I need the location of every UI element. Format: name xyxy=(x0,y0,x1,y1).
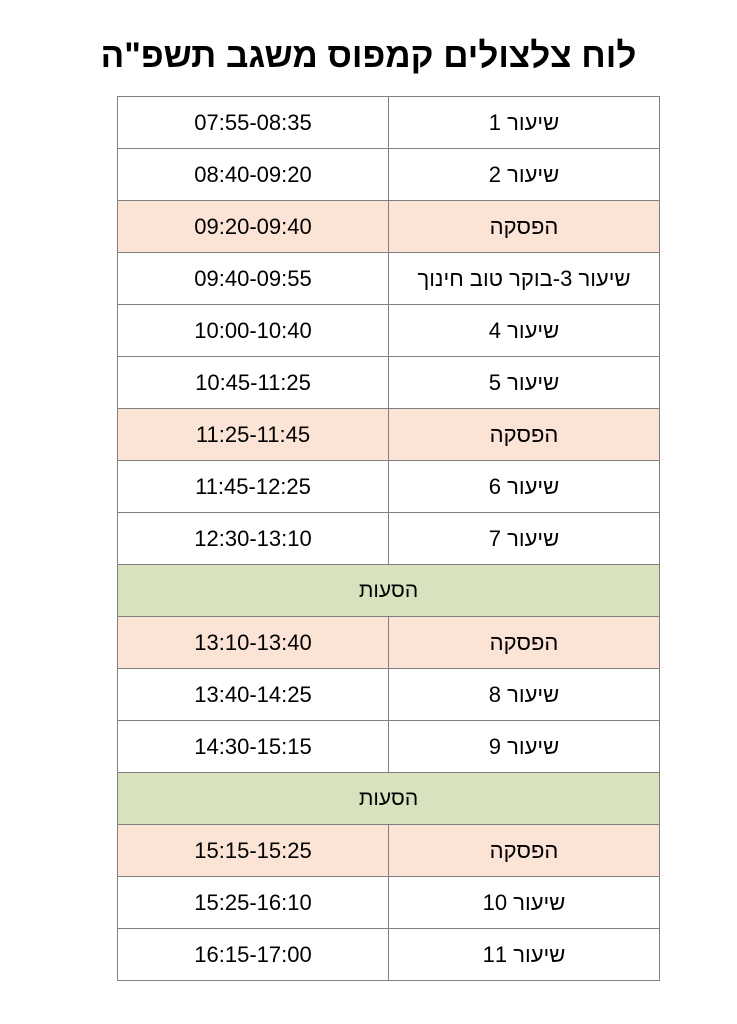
lesson-row xyxy=(118,305,660,357)
transport-label: הסעות xyxy=(118,773,660,825)
break-label: הפסקה xyxy=(389,825,660,877)
lesson-name: שיעור 3-בוקר טוב חינוך xyxy=(389,253,660,305)
time-range: 11:25-11:45 xyxy=(118,409,389,461)
lesson-row xyxy=(118,669,660,721)
bell-schedule-table xyxy=(117,96,660,981)
lesson-row xyxy=(118,97,660,149)
break-label: הפסקה xyxy=(389,201,660,253)
time-range: 09:40-09:55 xyxy=(118,253,389,305)
break-row xyxy=(118,201,660,253)
transport-label: הסעות xyxy=(118,565,660,617)
break-row xyxy=(118,825,660,877)
time-range: 15:15-15:25 xyxy=(118,825,389,877)
lesson-row xyxy=(118,929,660,981)
page-title: לוח צלצולים קמפוס משגב תשפ"ה xyxy=(100,36,637,75)
lesson-row xyxy=(118,721,660,773)
lesson-row xyxy=(118,513,660,565)
lesson-name: שיעור 4 xyxy=(389,305,660,357)
lesson-row xyxy=(118,253,660,305)
time-range: 09:20-09:40 xyxy=(118,201,389,253)
time-range: 07:55-08:35 xyxy=(118,97,389,149)
lesson-name: שיעור 8 xyxy=(389,669,660,721)
lesson-name: שיעור 11 xyxy=(389,929,660,981)
time-range: 16:15-17:00 xyxy=(118,929,389,981)
time-range: 11:45-12:25 xyxy=(118,461,389,513)
time-range: 14:30-15:15 xyxy=(118,721,389,773)
break-row xyxy=(118,617,660,669)
time-range: 15:25-16:10 xyxy=(118,877,389,929)
lesson-name: שיעור 10 xyxy=(389,877,660,929)
lesson-row xyxy=(118,461,660,513)
lesson-name: שיעור 6 xyxy=(389,461,660,513)
time-range: 13:40-14:25 xyxy=(118,669,389,721)
lesson-row xyxy=(118,357,660,409)
break-label: הפסקה xyxy=(389,409,660,461)
lesson-row xyxy=(118,149,660,201)
transport-row xyxy=(118,565,660,617)
lesson-name: שיעור 9 xyxy=(389,721,660,773)
break-label: הפסקה xyxy=(389,617,660,669)
break-row xyxy=(118,409,660,461)
time-range: 13:10-13:40 xyxy=(118,617,389,669)
lesson-row xyxy=(118,877,660,929)
schedule-body xyxy=(118,97,660,981)
time-range: 12:30-13:10 xyxy=(118,513,389,565)
lesson-name: שיעור 7 xyxy=(389,513,660,565)
lesson-name: שיעור 5 xyxy=(389,357,660,409)
lesson-name: שיעור 2 xyxy=(389,149,660,201)
time-range: 10:45-11:25 xyxy=(118,357,389,409)
lesson-name: שיעור 1 xyxy=(389,97,660,149)
time-range: 10:00-10:40 xyxy=(118,305,389,357)
transport-row xyxy=(118,773,660,825)
time-range: 08:40-09:20 xyxy=(118,149,389,201)
